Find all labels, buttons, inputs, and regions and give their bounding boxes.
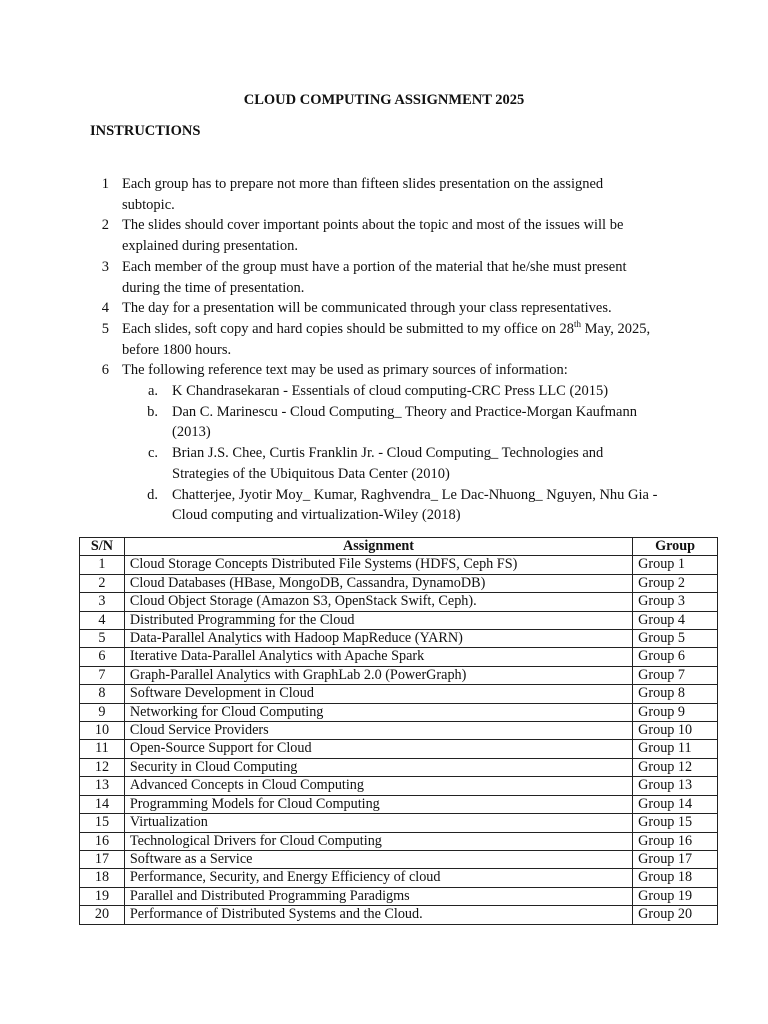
- assignment-cell: Software Development in Cloud: [124, 685, 632, 703]
- table-row: [80, 648, 718, 666]
- instruction-number: 3: [101, 258, 109, 275]
- table-row: [80, 758, 718, 776]
- instruction-item: [0, 319, 768, 360]
- group-cell: Group 12: [633, 758, 718, 776]
- table-row: [80, 556, 718, 574]
- sn-cell: 16: [80, 832, 125, 850]
- assignment-cell: Cloud Storage Concepts Distributed File Systems (HDFS, Ceph FS): [124, 556, 632, 574]
- group-cell: Group 19: [633, 887, 718, 905]
- group-cell: Group 15: [633, 814, 718, 832]
- group-cell: Group 9: [633, 703, 718, 721]
- assignment-cell: Iterative Data-Parallel Analytics with Apache Spark: [124, 648, 632, 666]
- table-header-row: [80, 538, 718, 556]
- instruction-number: 5: [101, 320, 109, 337]
- table-row: [80, 666, 718, 684]
- table-row: [80, 869, 718, 887]
- date-superscript: th: [573, 319, 581, 330]
- table-row: [80, 906, 718, 924]
- group-cell: Group 3: [633, 593, 718, 611]
- reference-text: K Chandrasekaran - Essentials of cloud computing-CRC Press LLC (2015): [172, 383, 609, 400]
- reference-text: Brian J.S. Chee, Curtis Franklin Jr. - Cloud Computing_ Technologies and Strategies of the Ubiquitous Data Center (2010): [172, 445, 604, 482]
- instruction-number: 6: [101, 362, 109, 379]
- reference-letter: d.: [147, 486, 158, 503]
- group-cell: Group 11: [633, 740, 718, 758]
- sn-cell: 20: [80, 906, 125, 924]
- assignment-cell: Data-Parallel Analytics with Hadoop MapReduce (YARN): [124, 630, 632, 648]
- group-cell: Group 14: [633, 795, 718, 813]
- assignment-cell: Networking for Cloud Computing: [124, 703, 632, 721]
- sn-cell: 17: [80, 850, 125, 868]
- sn-cell: 11: [80, 740, 125, 758]
- instruction-text: The slides should cover important points about the topic and most of the issues will be explained during presentation.: [122, 217, 624, 255]
- assignment-cell: Virtualization: [124, 814, 632, 832]
- reference-letter: a.: [147, 383, 158, 400]
- reference-item: [0, 485, 768, 526]
- assignment-cell: Performance of Distributed Systems and the Cloud.: [124, 906, 632, 924]
- assignment-cell: Distributed Programming for the Cloud: [124, 611, 632, 629]
- instruction-text-part: Each slides, soft copy and hard copies should be submitted to my office on 28: [122, 320, 574, 337]
- sn-cell: 7: [80, 666, 125, 684]
- sn-cell: 15: [80, 814, 125, 832]
- instructions-list: [0, 174, 768, 526]
- table-row: [80, 685, 718, 703]
- reference-letter: b.: [147, 403, 158, 420]
- group-cell: Group 4: [633, 611, 718, 629]
- sn-cell: 6: [80, 648, 125, 666]
- assignment-cell: Parallel and Distributed Programming Paradigms: [124, 887, 632, 905]
- assignment-cell: Advanced Concepts in Cloud Computing: [124, 777, 632, 795]
- assignment-cell: Cloud Service Providers: [124, 722, 632, 740]
- sn-cell: 1: [80, 556, 125, 574]
- instruction-text: Each group has to prepare not more than fifteen slides presentation on the assigned subtopic.: [122, 176, 604, 213]
- sn-cell: 4: [80, 611, 125, 629]
- table-row: [80, 703, 718, 721]
- reference-letter: c.: [147, 445, 158, 462]
- reference-item: [0, 402, 768, 443]
- sn-cell: 14: [80, 795, 125, 813]
- reference-text: Dan C. Marinescu - Cloud Computing_ Theory and Practice-Morgan Kaufmann (2013): [172, 403, 637, 441]
- assignment-cell: Open-Source Support for Cloud: [124, 740, 632, 758]
- sn-cell: 3: [80, 593, 125, 611]
- instruction-text: [122, 319, 652, 360]
- assignment-cell: Programming Models for Cloud Computing: [124, 795, 632, 813]
- group-cell: Group 18: [633, 869, 718, 887]
- table-row: [80, 832, 718, 850]
- assignment-cell: Security in Cloud Computing: [124, 758, 632, 776]
- table-row: [80, 814, 718, 832]
- group-cell: Group 10: [633, 722, 718, 740]
- table-row: [80, 611, 718, 629]
- sn-cell: 18: [80, 869, 125, 887]
- assignment-cell: Cloud Object Storage (Amazon S3, OpenStack Swift, Ceph).: [124, 593, 632, 611]
- sn-cell: 8: [80, 685, 125, 703]
- assignment-cell: Software as a Service: [124, 850, 632, 868]
- group-cell: Group 20: [633, 906, 718, 924]
- group-cell: Group 1: [633, 556, 718, 574]
- sn-cell: 5: [80, 630, 125, 648]
- table-row: [80, 887, 718, 905]
- sn-cell: 13: [80, 777, 125, 795]
- table-row: [80, 740, 718, 758]
- group-cell: Group 5: [633, 630, 718, 648]
- instruction-text: Each member of the group must have a portion of the material that he/she must present during the time of presentation.: [122, 258, 627, 296]
- document-title: CLOUD COMPUTING ASSIGNMENT 2025: [243, 92, 525, 108]
- instruction-number: 1: [101, 176, 109, 192]
- reference-text: Chatterjee, Jyotir Moy_ Kumar, Raghvendra_ Le Dac-Nhuong_ Nguyen, Nhu Gia - Cloud computing and virtualization-Wiley (2018): [172, 486, 658, 524]
- group-cell: Group 16: [633, 832, 718, 850]
- sn-cell: 9: [80, 703, 125, 721]
- instruction-number: 2: [101, 217, 109, 234]
- group-cell: Group 7: [633, 666, 718, 684]
- table-row: [80, 722, 718, 740]
- table-row: [80, 777, 718, 795]
- group-cell: Group 8: [633, 685, 718, 703]
- assignment-cell: Cloud Databases (HBase, MongoDB, Cassandra, DynamoDB): [124, 574, 632, 592]
- assignment-cell: Technological Drivers for Cloud Computing: [124, 832, 632, 850]
- instruction-item: [0, 298, 768, 319]
- reference-item: [0, 443, 768, 484]
- sn-cell: 19: [80, 887, 125, 905]
- reference-item: [0, 381, 768, 402]
- table-row: [80, 795, 718, 813]
- instruction-item: [0, 360, 768, 381]
- instruction-text: The day for a presentation will be communicated through your class representatives.: [122, 300, 612, 317]
- instruction-number: 4: [101, 300, 109, 317]
- instructions-heading: INSTRUCTIONS: [90, 123, 201, 139]
- instruction-text: The following reference text may be used as primary sources of information:: [122, 362, 568, 379]
- sn-cell: 10: [80, 722, 125, 740]
- assignment-cell: Graph-Parallel Analytics with GraphLab 2.0 (PowerGraph): [124, 666, 632, 684]
- table-row: [80, 593, 718, 611]
- sn-cell: 12: [80, 758, 125, 776]
- instruction-item: [0, 174, 768, 215]
- assignment-cell: Performance, Security, and Energy Efficiency of cloud: [124, 869, 632, 887]
- column-header-sn: S/N: [80, 538, 125, 556]
- table-row: [80, 574, 718, 592]
- table-body: [80, 556, 718, 924]
- column-header-group: Group: [633, 538, 718, 556]
- sn-cell: 2: [80, 574, 125, 592]
- instruction-text-part: May, 2025, before 1800 hours.: [122, 320, 651, 358]
- instruction-item: [0, 215, 768, 256]
- assignment-table: [79, 537, 718, 925]
- group-cell: Group 2: [633, 574, 718, 592]
- column-header-assignment: Assignment: [124, 538, 632, 556]
- table-row: [80, 630, 718, 648]
- table-row: [80, 850, 718, 868]
- group-cell: Group 17: [633, 850, 718, 868]
- group-cell: Group 6: [633, 648, 718, 666]
- instruction-item: [0, 257, 768, 298]
- group-cell: Group 13: [633, 777, 718, 795]
